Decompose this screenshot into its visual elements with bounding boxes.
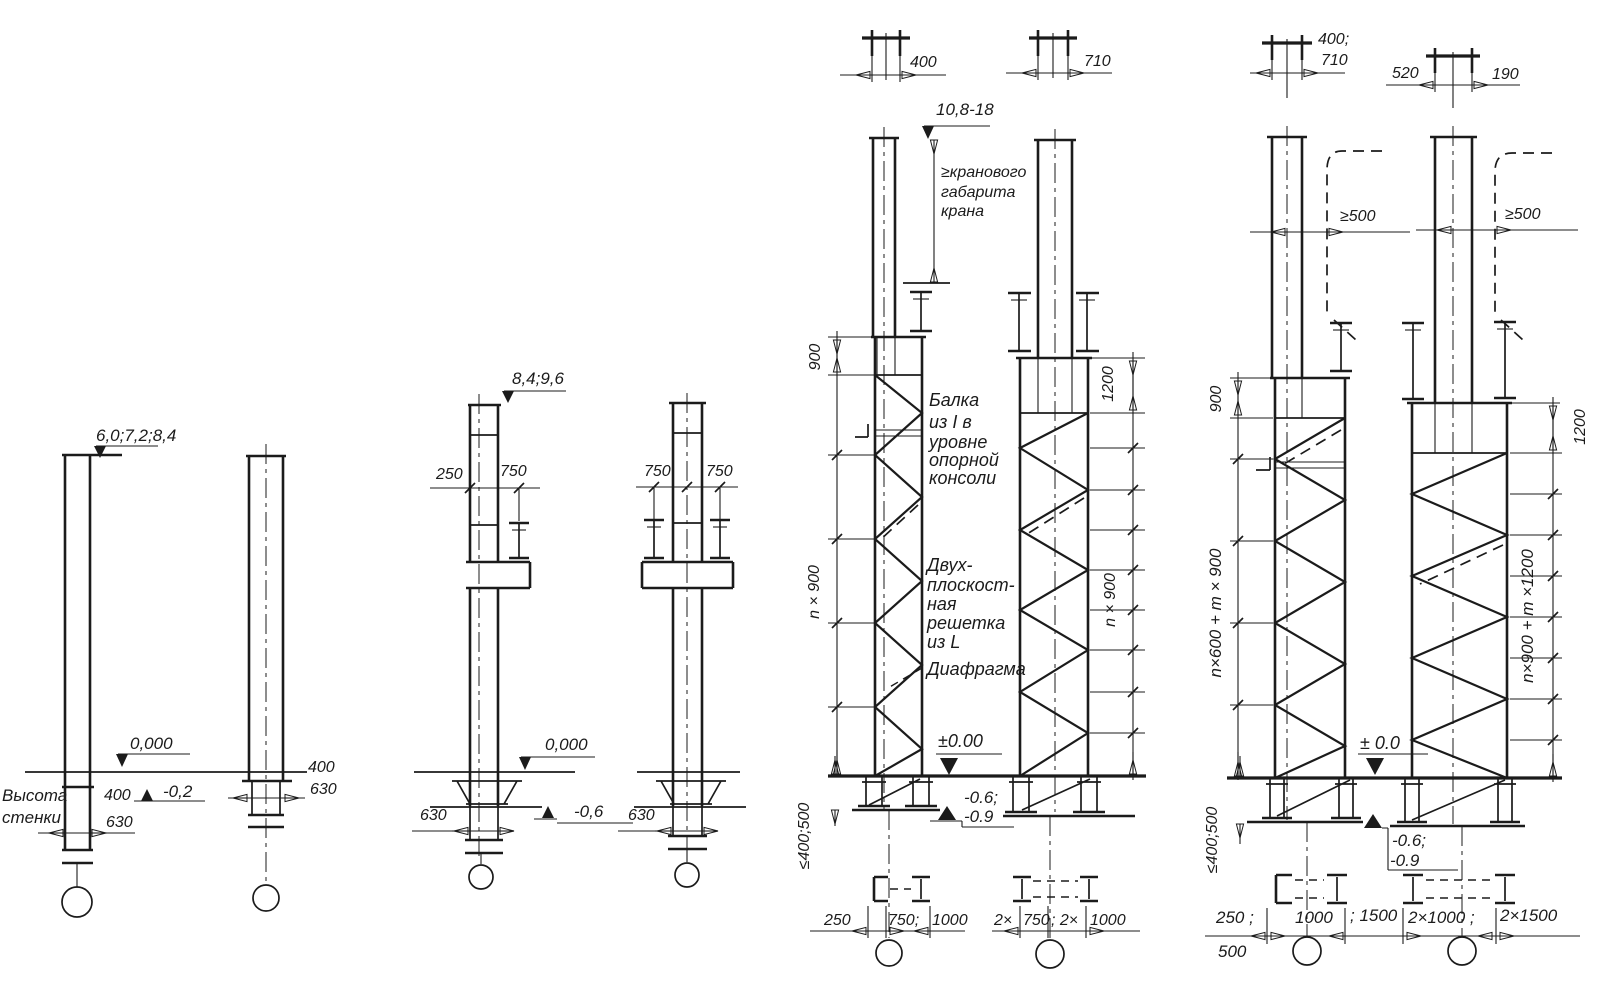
foundation-shoe <box>430 781 542 807</box>
dim-label: n × 900 <box>806 565 823 619</box>
wall-outline-dashed <box>1495 153 1552 340</box>
col6-base-sections <box>992 877 1140 938</box>
group3-lattice-columns <box>796 30 1146 968</box>
elevation-mark-icon <box>922 126 990 139</box>
dim-label: 750 <box>706 463 733 480</box>
dim-label: 750 <box>1023 912 1050 929</box>
col7-section-symbol-icon <box>1250 31 1349 98</box>
crane-rail-icon <box>509 523 529 558</box>
crane-note: габарита <box>941 184 1016 201</box>
dim-label: 900 <box>807 343 824 371</box>
zero-level-mark-icon <box>1358 754 1428 775</box>
dim-label: 2×1500 <box>1500 906 1558 925</box>
dim-label: 1200 <box>1100 366 1117 402</box>
dim-label: ≤400;500 <box>796 802 813 870</box>
dim-label: 400 <box>308 759 335 776</box>
minus-level-label: -0.9 <box>1390 851 1420 870</box>
lattice-note: решетка <box>927 613 1006 633</box>
minus-level-label: -0.9 <box>964 807 994 826</box>
dim-label: 400 <box>104 787 131 804</box>
zero-level-label: 0,000 <box>545 735 588 754</box>
dim-label: n × 900 <box>1102 573 1119 627</box>
embed-depth-dim <box>1204 756 1240 873</box>
zero-level-label: ±0.00 <box>938 731 983 751</box>
dim-label: 2× <box>994 912 1013 929</box>
dim-label: ; 2× <box>1051 912 1079 929</box>
column-7 <box>1250 126 1410 820</box>
dim-label: 1000 <box>1295 908 1333 927</box>
col6-dim-chain <box>1090 352 1145 780</box>
corbel-dim <box>430 463 540 521</box>
diaphragm-note: Диафрагма <box>927 659 1026 679</box>
wall-height-label: Высота <box>2 786 68 805</box>
zero-level-mark-icon <box>519 757 595 770</box>
dim-label: 750 <box>500 463 527 480</box>
embed-depth-dim <box>796 756 835 869</box>
crane-note: ≥кранового <box>941 164 1027 181</box>
dim-label: 750 <box>644 463 671 480</box>
column-axis-circle <box>1448 937 1476 965</box>
dim-label: 2×1000 ; <box>1408 908 1475 927</box>
col6-section-symbol-icon <box>1006 30 1112 80</box>
dim-label: 400 <box>910 54 937 71</box>
col8-section-symbol-icon <box>1386 48 1520 108</box>
col7-dim-chain <box>1206 372 1273 780</box>
lattice <box>1412 453 1507 778</box>
zero-level-mark-icon <box>116 754 190 767</box>
group1-solid-columns <box>2 426 337 917</box>
elevation-label: 6,0;7,2;8,4 <box>96 426 177 445</box>
dim-label: 710 <box>1321 52 1348 69</box>
crane-rail-icon <box>1008 293 1031 351</box>
dim-label: 250 <box>436 466 463 483</box>
dim-label: 630 <box>628 807 655 824</box>
lattice <box>875 375 922 776</box>
dim-label: 630 <box>420 807 447 824</box>
wall-gap-dim <box>1250 208 1410 232</box>
column-axis-circle <box>253 885 279 911</box>
col8-base-sections <box>1390 875 1580 944</box>
dim-label: ≥500 <box>1340 208 1376 225</box>
col5-dim-chain <box>806 331 874 776</box>
foundation-shoe <box>634 781 746 807</box>
dim-label: n×600 + m × 900 <box>1206 548 1225 678</box>
zero-level-mark-icon <box>936 754 1002 775</box>
dim-label: ≥500 <box>1505 206 1541 223</box>
col5-section-symbol-icon <box>840 30 946 82</box>
crane-note: крана <box>941 203 985 220</box>
beam-note: Балка <box>929 390 980 410</box>
column-6 <box>1008 129 1099 812</box>
crane-rail-icon <box>710 520 730 558</box>
column-axis-circle <box>1293 937 1321 965</box>
dim-label: 250 <box>824 912 851 929</box>
dim-label: 710 <box>1084 53 1111 70</box>
column-axis-circle <box>1036 940 1064 968</box>
col7-base-sections <box>1205 875 1400 961</box>
minus-level-label: -0.6; <box>964 788 999 807</box>
group2-corbel-columns <box>412 369 746 889</box>
beam-note: опорной <box>929 450 999 470</box>
minus-level-label: -0,2 <box>163 782 193 801</box>
elevation-label: 10,8-18 <box>936 100 994 119</box>
crane-rail-icon <box>910 292 932 331</box>
wall-gap-dim <box>1416 206 1578 230</box>
dim-label: 630 <box>310 781 337 798</box>
dim-label: 1200 <box>1572 409 1589 445</box>
dim-label: 1000 <box>1090 912 1126 929</box>
zero-level-label: ± 0.0 <box>1360 733 1400 753</box>
crane-rail-icon <box>1076 293 1099 351</box>
dim-label: 520 <box>1392 65 1419 82</box>
column-2 <box>242 444 292 911</box>
column-1 <box>62 455 122 917</box>
dim-label: 250 ; <box>1216 908 1254 927</box>
col8-dim-chain <box>1510 397 1589 782</box>
column-axis-circle <box>675 863 699 887</box>
elevation-label: 8,4;9,6 <box>512 369 564 388</box>
dim-label: 630 <box>106 814 133 831</box>
elevation-mark-icon <box>502 391 566 403</box>
minus-level-label: -0,6 <box>574 802 604 821</box>
lattice-note: плоскост- <box>927 575 1015 595</box>
wall-outline-dashed <box>1327 151 1382 340</box>
beam-note: консоли <box>929 468 997 488</box>
dim-label: ≤400;500 <box>1204 806 1221 874</box>
lattice-note: ная <box>927 594 957 614</box>
column-8 <box>1402 126 1578 824</box>
dim-label: 1000 <box>932 912 968 929</box>
zero-level-label: 0,000 <box>130 734 173 753</box>
column-axis-circle <box>62 887 92 917</box>
col4-width-dim <box>618 807 718 831</box>
crane-rail-icon <box>1330 323 1352 371</box>
lattice <box>1275 418 1345 778</box>
lattice <box>1020 413 1088 776</box>
dim-label: 750; <box>888 912 920 929</box>
dim-label: 500 <box>1218 942 1247 961</box>
wall-height-label: стенки <box>2 808 61 827</box>
crane-rail-icon <box>1494 322 1516 398</box>
group4-lattice-columns-wall <box>1204 31 1589 965</box>
dim-label: n×900 + m ×1200 <box>1518 549 1537 683</box>
dim-label: 190 <box>1492 66 1519 83</box>
lattice-note: из L <box>927 632 961 652</box>
lattice-note: Двух- <box>927 555 973 575</box>
dim-label: 900 <box>1208 385 1225 413</box>
column-axis-circle <box>469 865 493 889</box>
crane-rail-icon <box>1402 323 1424 399</box>
dim-label: 400; <box>1318 31 1350 48</box>
beam-note: уровне <box>929 432 988 452</box>
crane-rail-icon <box>644 520 664 558</box>
minus-level-label: -0.6; <box>1392 831 1427 850</box>
column-axis-circle <box>876 940 902 966</box>
beam-note: из I в <box>929 412 972 432</box>
dim-label: ; 1500 <box>1350 906 1398 925</box>
